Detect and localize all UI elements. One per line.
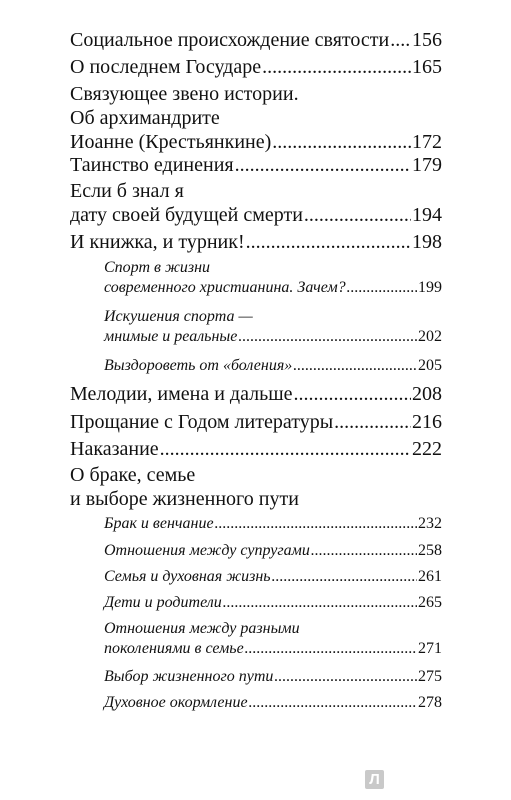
leader-dots <box>272 130 411 154</box>
toc-section-heading <box>70 463 442 511</box>
leader-dots <box>223 593 417 613</box>
toc-entry-title: Отношения между супругами <box>104 542 310 559</box>
leader-dots <box>334 410 411 434</box>
toc-entry <box>70 230 442 254</box>
toc-entry-title: Выздороветь от «боления» <box>104 357 293 374</box>
toc-page-number: 275 <box>418 668 442 685</box>
leader-dots <box>311 541 417 561</box>
toc-entry-title: Брак и венчание <box>104 515 214 532</box>
toc-subentry <box>104 693 442 713</box>
toc-entry-title: Если б знал я <box>70 180 184 202</box>
toc-entry-title: И книжка, и турник! <box>70 231 245 253</box>
toc-page-number: 179 <box>412 154 442 176</box>
toc-subentry <box>104 593 442 613</box>
toc-page-number: 261 <box>418 568 442 585</box>
toc-page-number: 194 <box>412 204 442 226</box>
toc-entry-title: Социальное происхождение святости <box>70 29 390 51</box>
toc-entry <box>70 82 442 154</box>
toc-entry <box>70 437 442 461</box>
toc-subentry <box>104 667 442 687</box>
toc-page-number: 202 <box>418 328 442 345</box>
toc-entry <box>70 410 442 434</box>
toc-entry-title: О браке, семье <box>70 464 196 486</box>
publisher-logo-icon: Л <box>365 770 384 789</box>
toc-entry-title: Выбор жизненного пути <box>104 668 274 685</box>
toc-page-number: 222 <box>412 438 442 460</box>
leader-dots <box>246 230 411 254</box>
leader-dots <box>215 514 417 534</box>
toc-page-number: 205 <box>418 357 442 374</box>
toc-entry-title: О последнем Государе <box>70 56 262 78</box>
toc-subentry <box>104 307 442 347</box>
toc-entry-title: Духовное окормление <box>104 694 248 711</box>
leader-dots <box>245 639 417 659</box>
leader-dots <box>262 55 411 79</box>
toc-page-number: 265 <box>418 594 442 611</box>
toc-subentry <box>104 567 442 587</box>
toc-page-number: 199 <box>418 279 442 296</box>
toc-entry-title: и выборе жизненного пути <box>70 488 299 510</box>
toc-entry-title: Искушения спорта — <box>104 308 253 325</box>
toc-subentry <box>104 356 442 376</box>
toc-page-number: 232 <box>418 515 442 532</box>
toc-entry <box>70 55 442 79</box>
leader-dots <box>235 153 411 177</box>
toc-entry <box>70 179 442 227</box>
toc-entry-title: Семья и духовная жизнь <box>104 568 271 585</box>
toc-entry-title: Таинство единения <box>70 154 234 176</box>
toc-entry-title: Наказание <box>70 438 159 460</box>
leader-dots <box>304 203 411 227</box>
leader-dots <box>347 278 417 298</box>
toc-entry-title: поколениями в семье <box>104 640 244 657</box>
toc-entry-title: Спорт в жизни <box>104 259 211 276</box>
toc-page-number: 208 <box>412 383 442 405</box>
toc-subentry <box>104 258 442 298</box>
toc-page-number: 258 <box>418 542 442 559</box>
toc-page-number: 165 <box>412 56 442 78</box>
toc-entry-title: Дети и родители <box>104 594 222 611</box>
leader-dots <box>274 667 417 687</box>
leader-dots <box>160 437 411 461</box>
toc-entry-title: современного христианина. Зачем? <box>104 279 346 296</box>
toc-page-number: 156 <box>412 29 442 51</box>
toc-entry-title: Мелодии, имена и дальше <box>70 383 293 405</box>
toc-page-number: 172 <box>412 131 442 153</box>
toc-subentry <box>104 619 442 659</box>
toc-entry <box>70 153 442 177</box>
leader-dots <box>293 356 417 376</box>
toc-page-number: 198 <box>412 231 442 253</box>
toc-entry-title: мнимые и реальные <box>104 328 238 345</box>
toc-entry-title: Прощание с Годом литературы <box>70 411 334 433</box>
toc-entry <box>70 382 442 406</box>
toc-entry <box>70 28 442 52</box>
toc-entry-title: Иоанне (Крестьянкине) <box>70 131 272 153</box>
toc-entry-title: Отношения между разными <box>104 620 300 637</box>
leader-dots <box>238 327 417 347</box>
toc-subentry <box>104 514 442 534</box>
toc-page-number: 271 <box>418 640 442 657</box>
toc-subentry <box>104 541 442 561</box>
toc-entry-title: Связующее звено истории. <box>70 83 299 105</box>
toc-entry-title: дату своей будущей смерти <box>70 204 303 226</box>
leader-dots <box>249 693 417 713</box>
leader-dots <box>294 382 411 406</box>
toc-page-number: 278 <box>418 694 442 711</box>
leader-dots <box>272 567 417 587</box>
toc-page-number: 216 <box>412 411 442 433</box>
toc-entry-title: Об архимандрите <box>70 107 220 129</box>
leader-dots <box>390 28 411 52</box>
